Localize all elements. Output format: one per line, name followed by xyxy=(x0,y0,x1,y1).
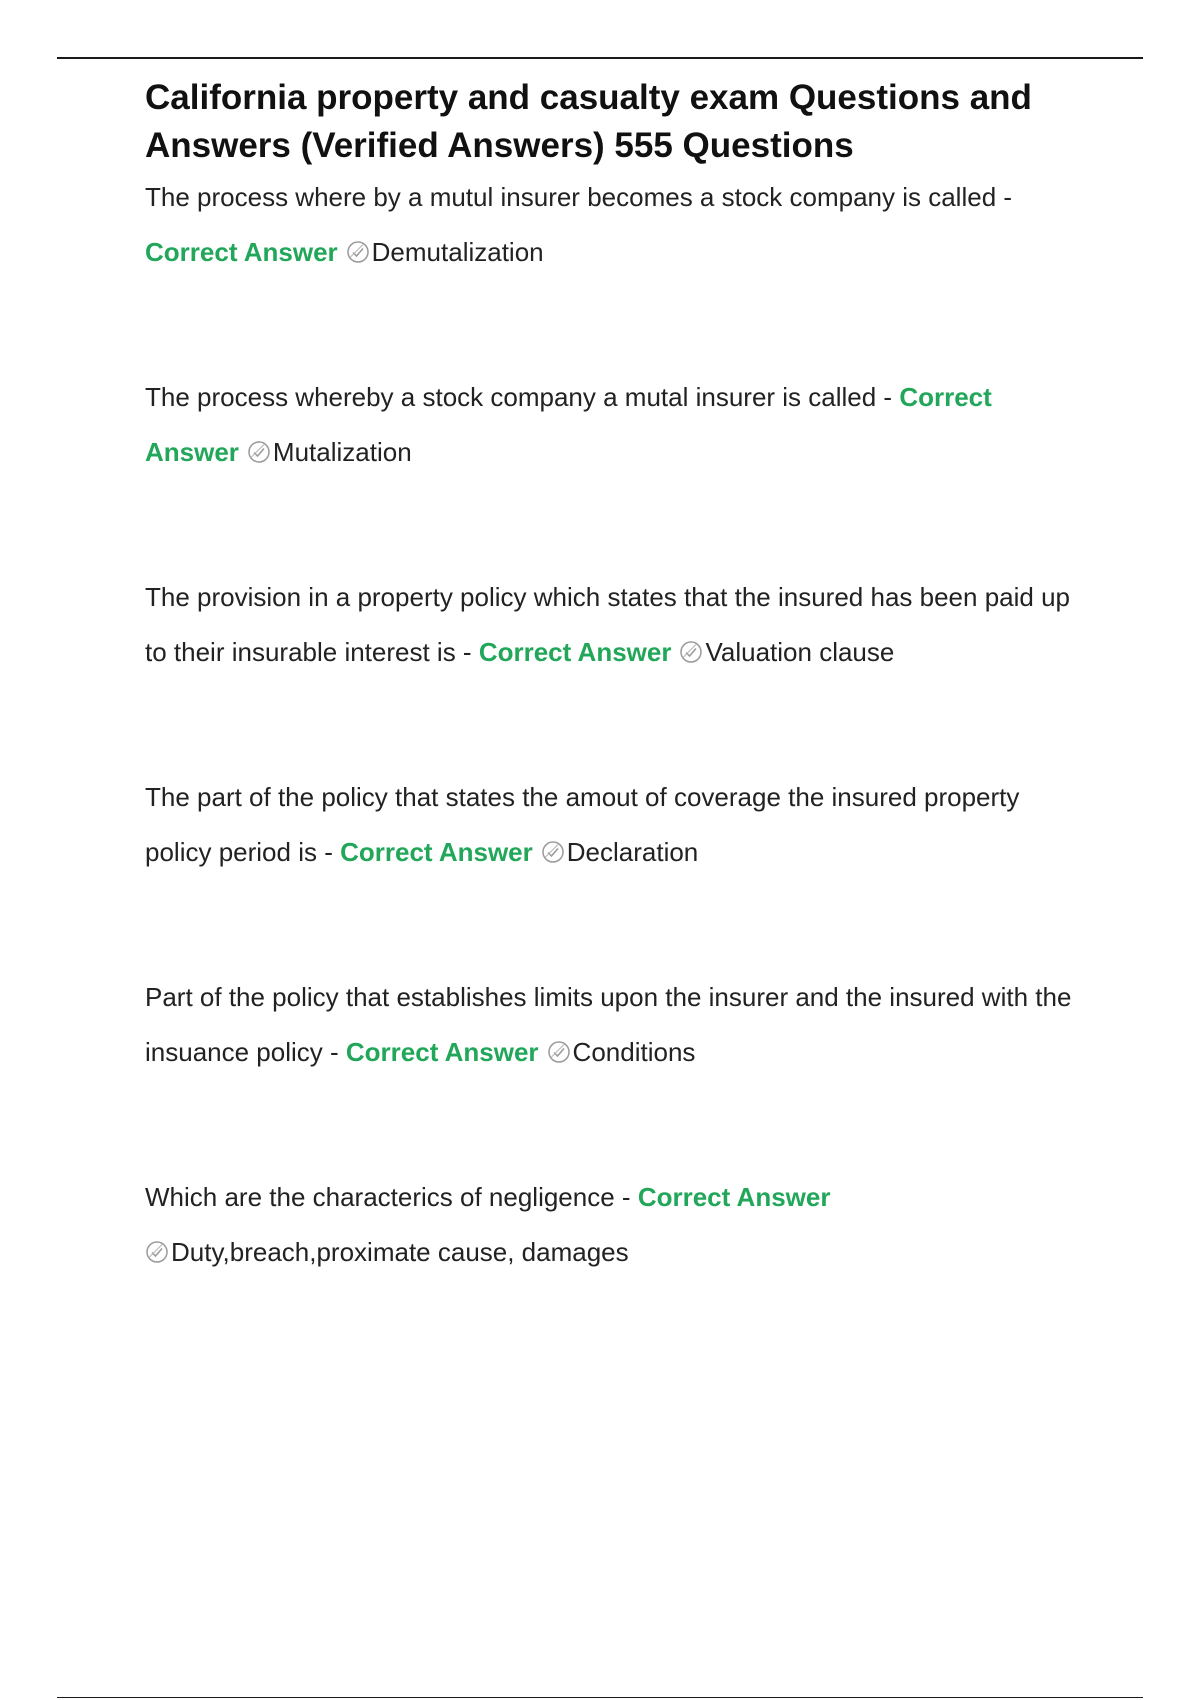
answer-text: Valuation clause xyxy=(705,637,895,667)
correct-answer-label: Correct Answer xyxy=(637,1182,831,1212)
correct-answer-label: Correct Answer xyxy=(340,837,533,867)
document-title: California property and casualty exam Questions and Answers (Verified Answers) 555 Questions xyxy=(145,78,1032,165)
correct-answer-label: Correct Answer xyxy=(145,237,338,267)
question-text: The part of the policy that states the amout of coverage the insured property policy period is - xyxy=(145,782,1020,867)
qa-item-4 xyxy=(145,770,1075,880)
header-rule xyxy=(57,57,1143,59)
document-body xyxy=(145,74,1075,1280)
question-text: The provision in a property policy which states that the insured has been paid up to their insurable interest is - xyxy=(145,582,1070,667)
qa-item-2 xyxy=(145,370,1075,480)
question-text: The process whereby a stock company a mutal insurer is called - xyxy=(145,382,893,412)
answer-text: Mutalization xyxy=(272,437,412,467)
check-circle-icon xyxy=(346,240,370,264)
qa-item-3 xyxy=(145,570,1075,680)
correct-answer-label: Correct Answer xyxy=(345,1037,539,1067)
check-circle-icon xyxy=(541,840,565,864)
question-text: Which are the characterics of negligence - xyxy=(145,1182,631,1212)
answer-text: Conditions xyxy=(572,1037,696,1067)
footer-rule xyxy=(57,1697,1143,1698)
qa-item-6 xyxy=(145,1170,1075,1280)
correct-answer-label: Correct Answer xyxy=(478,637,672,667)
qa-item-5 xyxy=(145,970,1075,1080)
question-text: Part of the policy that establishes limits upon the insurer and the insured with the insuance policy - xyxy=(145,982,1072,1067)
qa-item-1 xyxy=(145,170,1075,280)
answer-text: Declaration xyxy=(566,837,699,867)
check-circle-icon xyxy=(679,640,703,664)
check-circle-icon xyxy=(145,1240,169,1264)
question-text: The process where by a mutul insurer becomes a stock company is called - xyxy=(145,182,1013,212)
check-circle-icon xyxy=(547,1040,571,1064)
answer-text: Demutalization xyxy=(371,237,544,267)
correct-answer-label: Correct Answer xyxy=(145,382,992,467)
answer-text: Duty,breach,proximate cause, damages xyxy=(171,1237,629,1267)
check-circle-icon xyxy=(247,440,271,464)
